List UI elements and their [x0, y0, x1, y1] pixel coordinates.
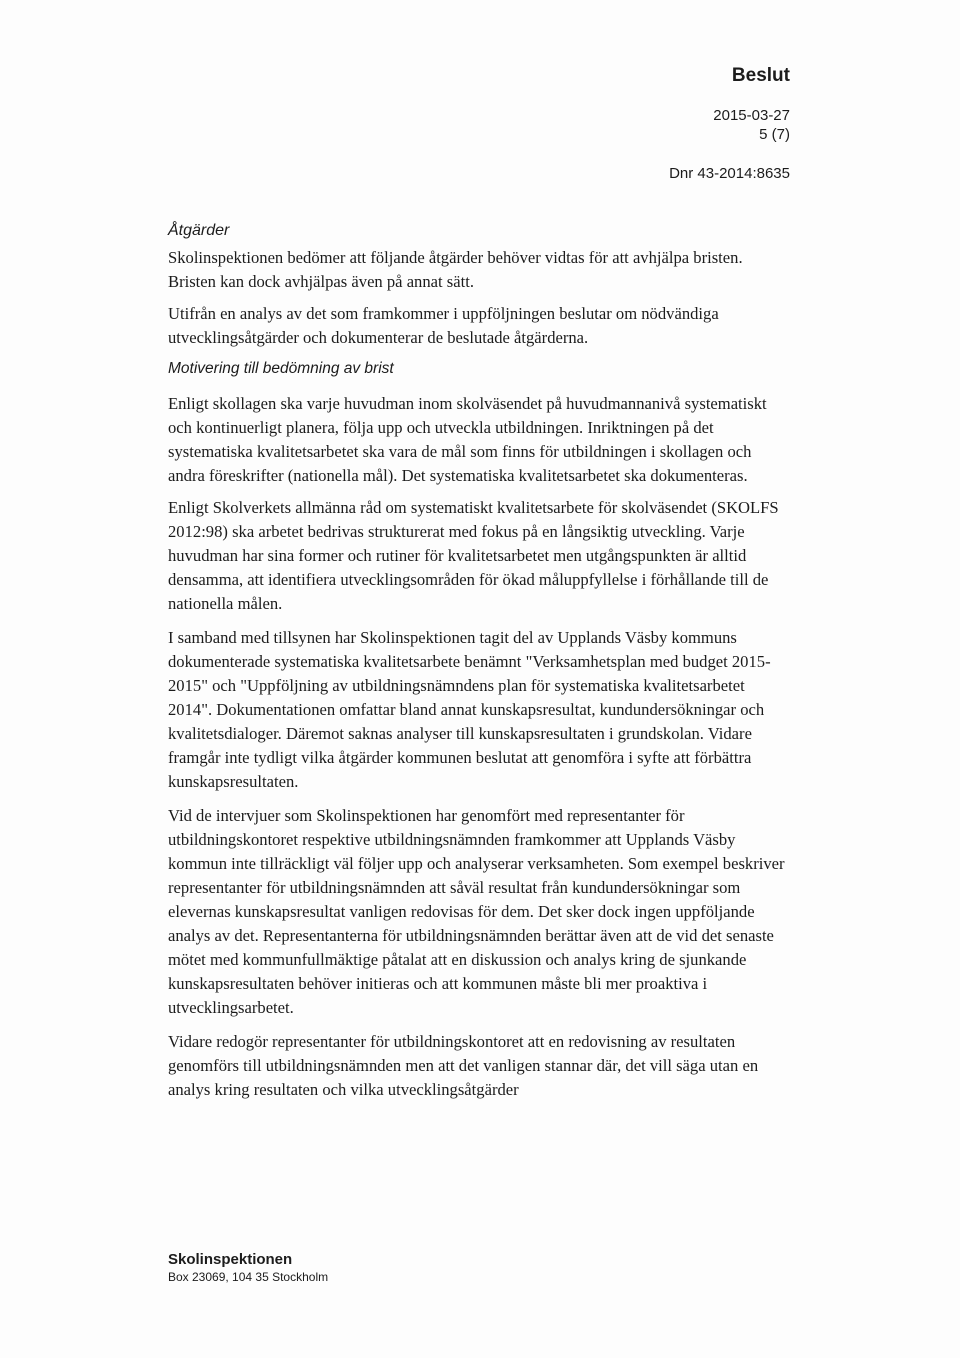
document-type: Beslut — [731, 65, 790, 86]
footer-organization: Skolinspektionen — [168, 1251, 293, 1268]
footer-address: Box 23069, 104 35 Stockholm — [168, 1270, 329, 1284]
section-title-atgarder: Åtgärder — [168, 222, 230, 239]
document-footer — [168, 1250, 328, 1285]
paragraph: Vidare redogör representanter för utbildningskontoret att en redovisning av resultaten genomförs till utbildningsnämnden men att det vanligen stannar där, det vill säga utan en analys kring resultaten och vilka utvecklingsåtgärder — [168, 1032, 759, 1099]
paragraph: I samband med tillsynen har Skolinspektionen tagit del av Upplands Väsby kommuns dokumenterade systematiska kvalitetsarbete benämnt "Verksamhetsplan med budget 2015-2015" och "Uppföljning av utbildningsnämndens plan för systematiska kvalitetsarbetet 2014". Dokumentationen omfattar bland annat kunskapsresultat, kundundersökningar och kvalitetsdialoger. Däremot saknas analyser till kunskapsresultaten i grundskolan. Vidare framgår inte tydligt vilka åtgärder kommunen beslutat att genomföra i syfte att förbättra kunskapsresultaten. — [168, 628, 771, 791]
document-date: 2015-03-27 — [713, 107, 790, 124]
document-body — [168, 220, 788, 1112]
paragraph: Enligt Skolverkets allmänna råd om systematiskt kvalitetsarbete för skolväsendet (SKOLFS 2012:98) ska arbetet bedrivas strukturerat med fokus på en långsiktig utveckling. Varje huvudman har sina former och rutiner för kvalitetsarbetet men utgångspunkten är alltid densamma, att identifiera utvecklingsområden för ökad måluppfyllelse i förhållande till de nationella målen. — [168, 498, 779, 613]
paragraph: Utifrån en analys av det som framkommer i uppföljningen beslutar om nödvändiga utvecklingsåtgärder och dokumenterar de beslutade åtgärderna. — [168, 304, 719, 347]
registration-number: Dnr 43-2014:8635 — [669, 165, 790, 182]
document-header — [669, 64, 790, 183]
page-number: 5 (7) — [759, 126, 790, 143]
paragraph: Skolinspektionen bedömer att följande åtgärder behöver vidtas för att avhjälpa bristen. Bristen kan dock avhjälpas även på annat sätt. — [168, 248, 743, 291]
section-title-motivering: Motivering till bedömning av brist — [168, 360, 394, 377]
paragraph: Vid de intervjuer som Skolinspektionen har genomfört med representanter för utbildningskontoret respektive utbildningsnämnden framkommer att Upplands Väsby kommun inte tillräckligt väl följer upp och analyserar verksamheten. Som exempel beskriver representanter för utbildningsnämnden att såväl resultat från kundundersökningar som elevernas kunskapsresultat vanligen redovisas för dem. Det sker dock ingen uppföljande analys av det. Representanterna för utbildningsnämnden berättar även att de vid det senaste mötet med kommunfullmäktige påtalat att en diskussion och analys kring de sjunkande kunskapsresultaten behöver initieras och att kommunen måste bli mer proaktiva i utvecklingsarbetet. — [168, 806, 785, 1017]
paragraph: Enligt skollagen ska varje huvudman inom skolväsendet på huvudmannanivå systematiskt och kontinuerligt planera, följa upp och utveckla utbildningen. Inriktningen på det systematiska kvalitetsarbetet ska vara de mål som finns för utbildningen i skollagen och andra föreskrifter (nationella mål). Det systematiska kvalitetsarbetet ska dokumenteras. — [168, 394, 767, 485]
